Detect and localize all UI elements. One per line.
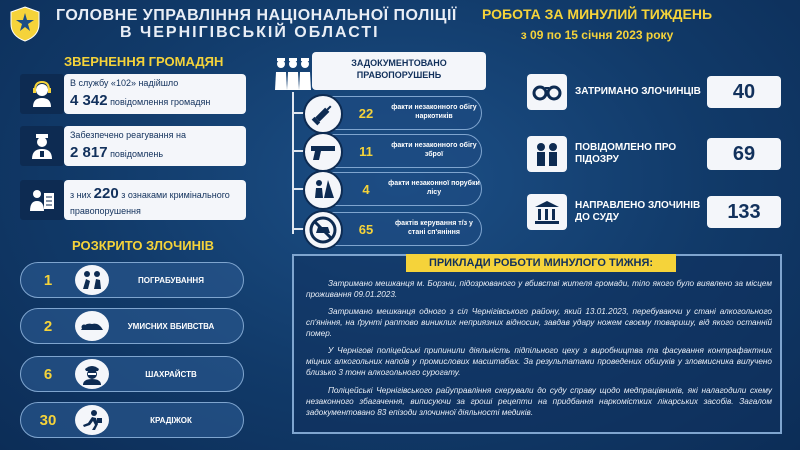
court-icon xyxy=(527,194,567,230)
solved-label: ПОГРАБУВАННЯ xyxy=(138,275,204,285)
example-paragraph: Затримано мешканця одного з сіл Чернігівського району, який 13.01.2023, перебуваючи у стані алкогольного сп'яніння, на ґрунті раптово виниклих неприязних відносин, завдав удару ножем своєму товаришу, від якого останній помер. xyxy=(306,307,772,339)
solved-count: 30 xyxy=(39,411,57,429)
solved-count: 1 xyxy=(43,271,53,289)
stat-label: ЗАТРИМАНО ЗЛОЧИНЦІВ xyxy=(575,85,701,97)
violation-item xyxy=(306,172,482,206)
violation-count: 22 xyxy=(358,105,374,121)
appeal-number: 2 817 xyxy=(70,144,108,162)
stat-item xyxy=(527,134,781,174)
solved-label: ШАХРАЙСТВ xyxy=(145,369,197,379)
solved-count: 2 xyxy=(43,317,53,335)
violation-item xyxy=(306,134,482,168)
violation-label: факти незаконного обігу зброї xyxy=(391,142,477,158)
appeal-item xyxy=(20,178,246,222)
appeal-number: 220 xyxy=(93,185,119,202)
examples-title: ПРИКЛАДИ РОБОТИ МИНУЛОГО ТИЖНЯ: xyxy=(406,254,676,272)
stat-value: 69 xyxy=(707,138,781,170)
solved-item xyxy=(20,402,244,438)
report-title: РОБОТА ЗА МИНУЛИЙ ТИЖДЕНЬ xyxy=(481,6,713,22)
header-title-line2: В ЧЕРНІГІВСЬКІЙ ОБЛАСТІ xyxy=(120,24,380,41)
solved-item xyxy=(20,356,244,392)
logging-icon xyxy=(303,170,343,210)
police-officer-icon xyxy=(20,126,64,166)
example-paragraph: Затримано мешканця м. Борзни, підозрюваного у вбивстві жителя громади, тіло якого було виявлено за місцем проживання 09.01.2023. xyxy=(306,279,772,300)
thief-icon xyxy=(75,405,109,435)
violation-label: факти незаконної порубки лісу xyxy=(388,180,480,196)
violation-item xyxy=(306,212,482,246)
violations-title: ЗАДОКУМЕНТОВАНО ПРАВОПОРУШЕНЬ xyxy=(351,58,447,80)
suspect-icon xyxy=(527,136,567,172)
stat-value: 133 xyxy=(707,196,781,228)
examples-panel xyxy=(292,254,782,434)
violation-label: фактів керування т/з у стані сп'яніння xyxy=(395,220,473,236)
police-logo-icon xyxy=(8,6,42,42)
violation-count: 65 xyxy=(358,221,374,237)
appeals-title: ЗВЕРНЕННЯ ГРОМАДЯН xyxy=(64,54,224,69)
robbery-icon xyxy=(75,265,109,295)
stat-item xyxy=(527,192,781,232)
solved-title: РОЗКРИТО ЗЛОЧИНІВ xyxy=(72,238,214,253)
solved-item xyxy=(20,308,244,344)
pistol-icon xyxy=(303,132,343,172)
violation-label: факти незаконного обігу наркотиків xyxy=(391,104,477,120)
solved-count: 6 xyxy=(43,365,53,383)
stat-label: ПОВІДОМЛЕНО ПРО ПІДОЗРУ xyxy=(575,141,677,165)
appeal-pre: з них xyxy=(70,190,92,200)
handcuffs-icon xyxy=(527,74,567,110)
violation-count: 11 xyxy=(359,143,373,159)
solved-label: КРАДІЖОК xyxy=(150,415,192,425)
appeal-pre: Забезпечено реагування на xyxy=(70,130,186,140)
officer-document-icon xyxy=(20,180,64,220)
solved-item xyxy=(20,262,244,298)
stat-value: 40 xyxy=(707,76,781,108)
header-title-line1: ГОЛОВНЕ УПРАВЛІННЯ НАЦІОНАЛЬНОЇ ПОЛІЦІЇ xyxy=(56,7,457,24)
no-drunk-driving-icon xyxy=(303,210,343,250)
solved-label: УМИСНИХ ВБИВСТВА xyxy=(127,321,215,331)
report-period: з 09 по 15 січня 2023 року xyxy=(520,28,674,42)
stat-label: НАПРАВЛЕНО ЗЛОЧИНІВ ДО СУДУ xyxy=(575,199,701,223)
appeal-pre: В службу «102» надійшло xyxy=(70,78,179,88)
example-paragraph: Поліцейські Чернігівського райуправління скерували до суду справу щодо медпрацівників, які налагодили схему незаконного збагачення, виписуючи за гроші рецепти на придбання наркомістких лікарських засобів. Загалом задокументовано 83 епізоди злочинної діяльності медиків. xyxy=(306,385,772,417)
appeal-post: повідомлень xyxy=(110,149,164,160)
appeal-item xyxy=(20,72,246,116)
appeal-post: повідомлення громадян xyxy=(110,97,211,108)
violation-count: 4 xyxy=(362,181,370,197)
appeal-item xyxy=(20,124,246,168)
violation-item xyxy=(306,96,482,130)
operator-icon xyxy=(20,74,64,114)
police-group-icon xyxy=(272,54,314,94)
violations-title-box xyxy=(312,52,486,90)
homicide-icon xyxy=(75,311,109,341)
stat-item xyxy=(527,72,781,112)
syringe-icon xyxy=(303,94,343,134)
example-paragraph: У Чернігові поліцейські припинили діяльність підпільного цеху з виробництва та фасування контрафактних міцних алкогольних напоїв у промислових масштабах. За результатами проведених обшуків у зловмисника вилучено близько 3 тонн алкогольного сурогату. xyxy=(306,346,772,378)
appeal-number: 4 342 xyxy=(70,92,108,110)
fraudster-icon xyxy=(75,359,109,389)
appeal-post: з ознаками кримінального правопорушення xyxy=(70,190,230,216)
